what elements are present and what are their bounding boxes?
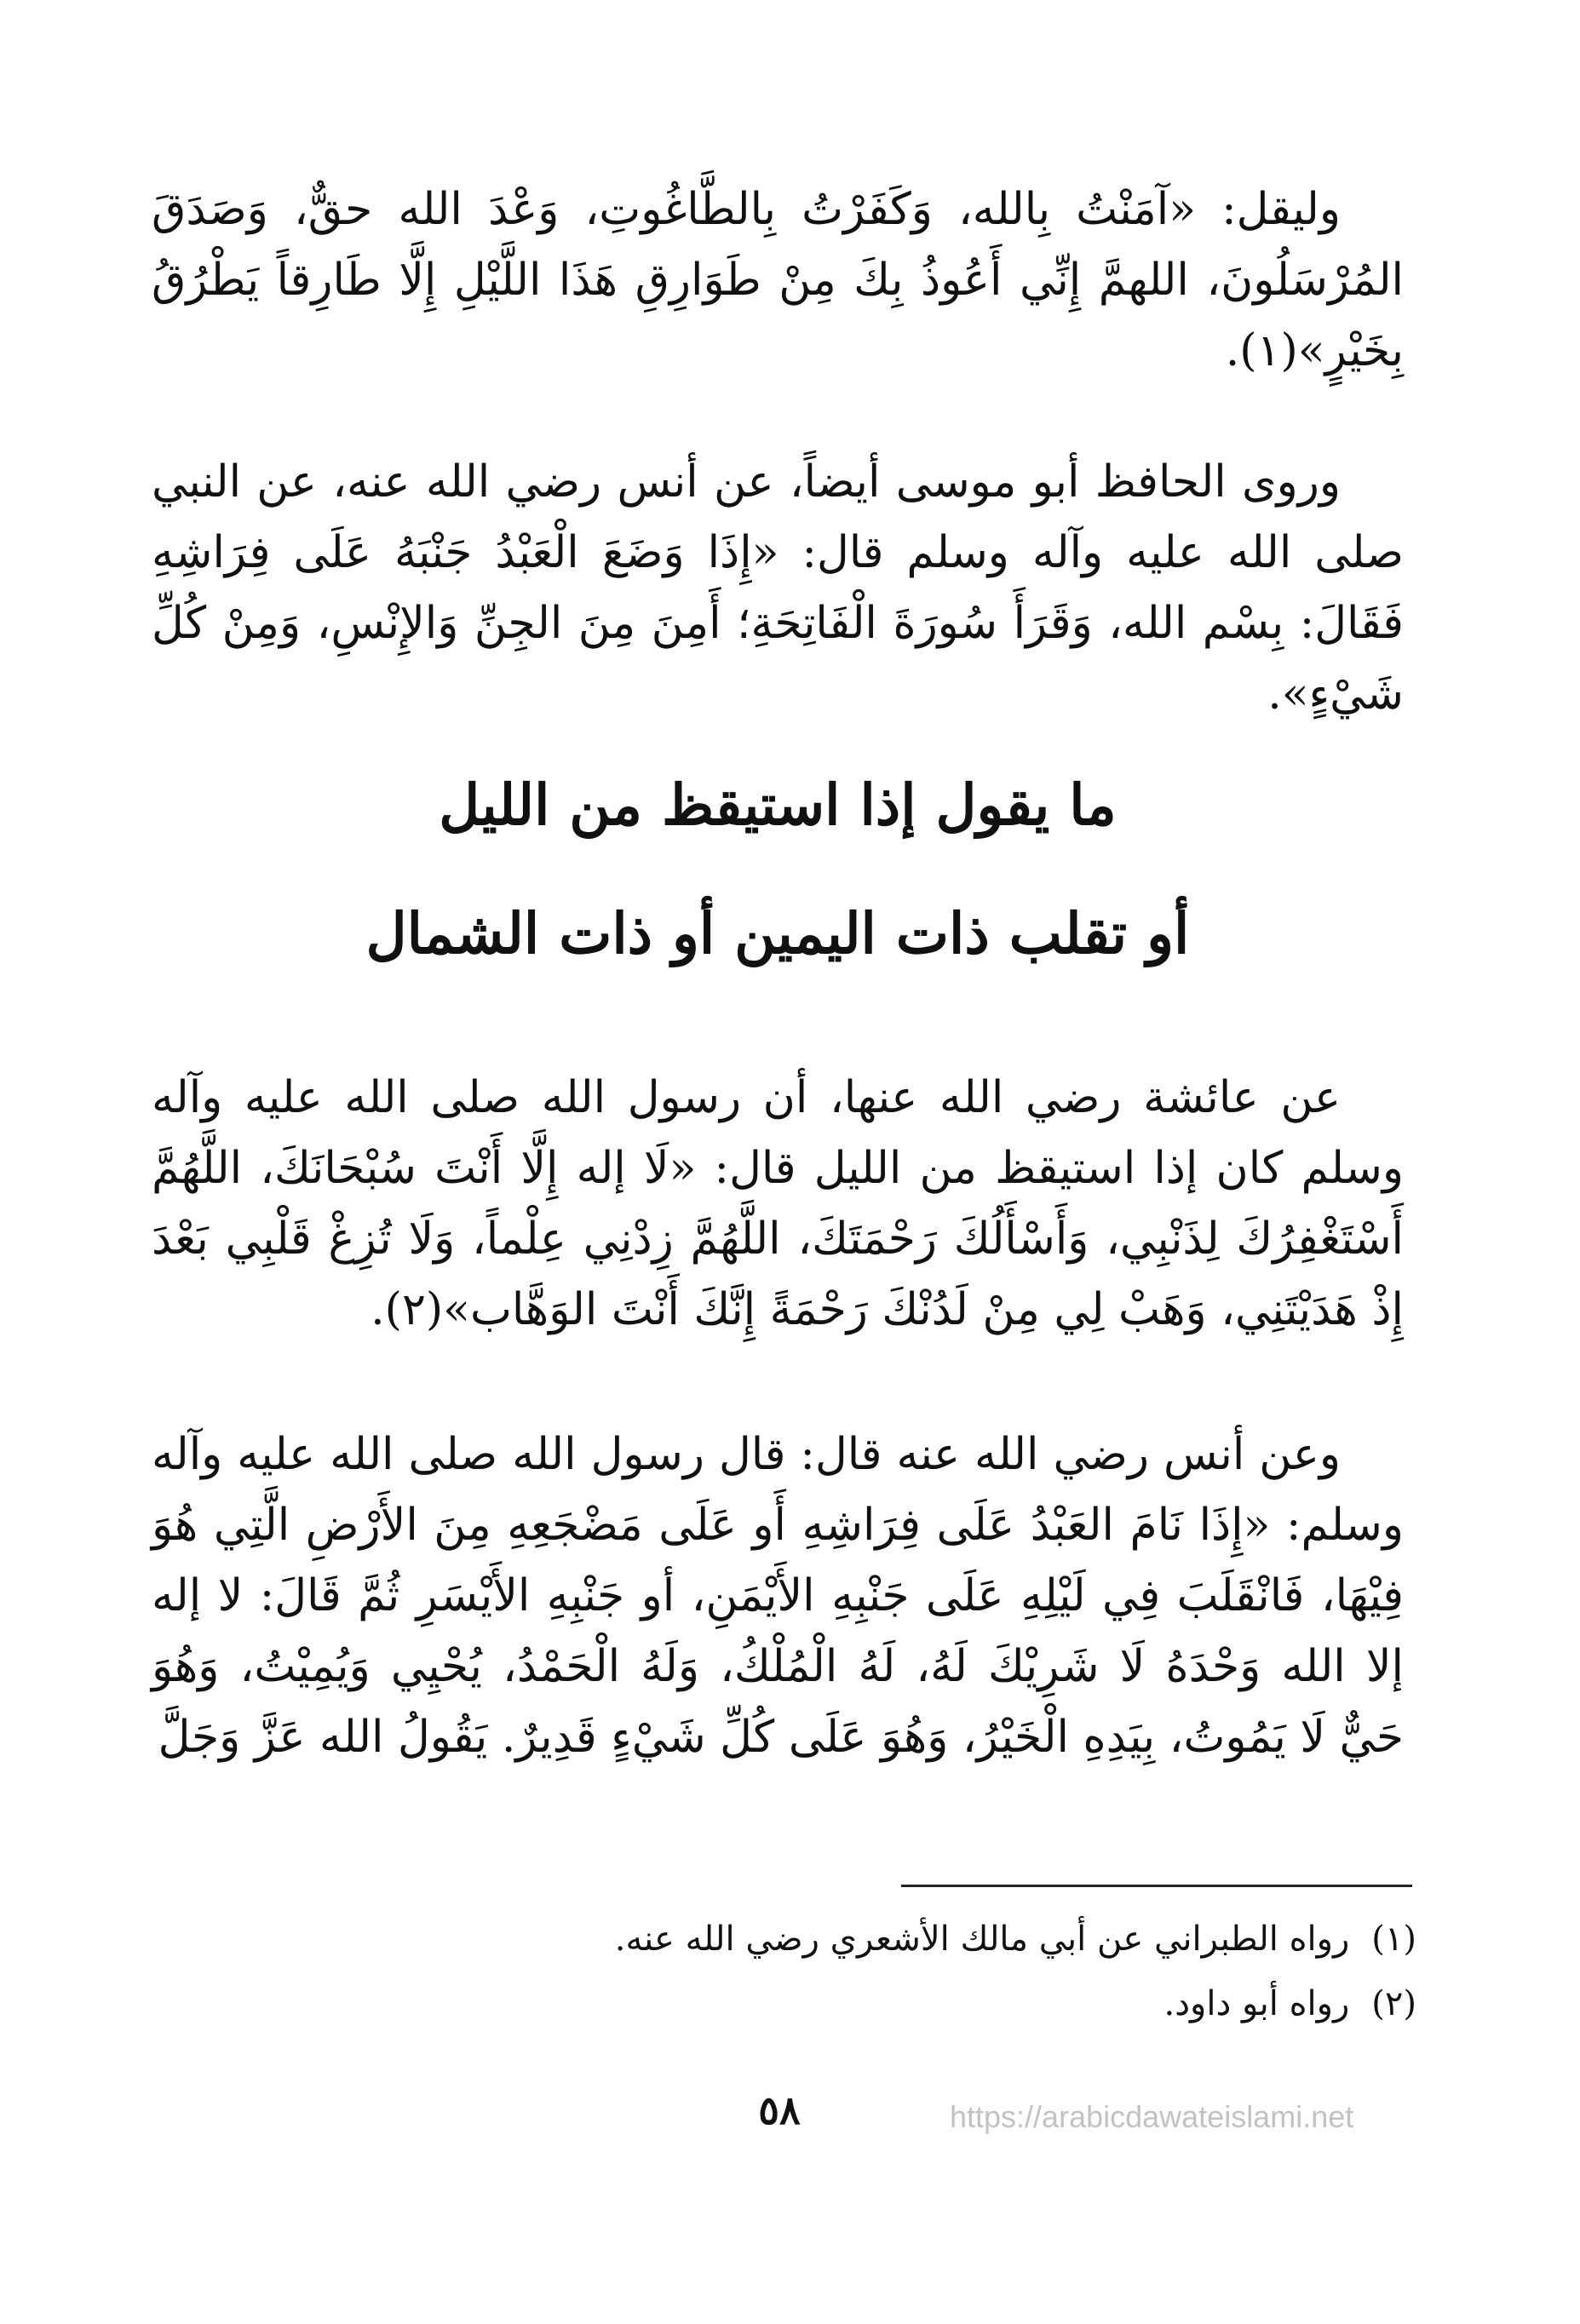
footnote-2-number: (٢) (1371, 1984, 1416, 2023)
paragraph-3-text: عن عائشة رضي الله عنها، أن رسول الله صلى الله عليه وآله وسلم كان إذا استيقظ من الليل قال: «لَا إله إِلَّا أَنْتَ سُبْحَانَكَ، اللَّهُمَّ أَسْتَغْفِرُكَ لِذَنْبِي، وَأَسْأَلُكَ رَحْمَتَكَ، اللَّهُمَّ زِدْنِي عِلْماً، وَلَا تُزِغْ قَلْبِي بَعْدَ إِذْ هَدَيْتَنِي، وَهَبْ لِي مِنْ لَدُنْكَ رَحْمَةً إِنَّكَ أَنْتَ الوَهَّاب»(٢). (152, 1072, 1404, 1335)
paragraph-3 (152, 1063, 1404, 1346)
paragraph-1-text: وليقل: «آمَنْتُ بِالله، وَكَفَرْتُ بِالطَّاغُوتِ، وَعْدَ الله حقٌّ، وَصَدَقَ المُرْسَلُونَ، اللهمَّ إِنِّي أَعُوذُ بِكَ مِنْ طَوَارِقِ هَذَا اللَّيْلِ إِلَّا طَارِقاً يَطْرُقُ بِخَيْرٍ»(١). (152, 184, 1404, 376)
footnote-1 (615, 1914, 1416, 1965)
footnote-2-text: رواه أبو داود. (1163, 1984, 1350, 2023)
page-number: ٥٨ (758, 2087, 801, 2133)
paragraph-1 (152, 175, 1404, 387)
section-heading-line-1: ما يقول إذا استيقظ من الليل (439, 772, 1117, 838)
watermark-url: https://arabicdawateislami.net (950, 2099, 1354, 2134)
footnote-2 (1163, 1978, 1416, 2029)
footnote-separator (901, 1885, 1412, 1887)
paragraph-4-text: وعن أنس رضي الله عنه قال: قال رسول الله صلى الله عليه وآله وسلم: «إِذَا نَامَ العَبْدُ عَلَى فِرَاشِهِ أَو عَلَى مَضْجَعِهِ مِنَ الأَرْضِ الَّتِي هُوَ فِيْهَا، فَانْقَلَبَ فِي لَيْلِهِ عَلَى جَنْبِهِ الأَيْمَنِ، أو جَنْبِهِ الأَيْسَرِ ثُمَّ قَالَ: لا إله إلا الله وَحْدَهُ لَا شَرِيْكَ لَهُ، لَهُ الْمُلْكُ، وَلَهُ الْحَمْدُ، يُحْيِي وَيُمِيْتُ، وَهُوَ حَيٌّ لَا يَمُوتُ، بِيَدِهِ الْخَيْرُ، وَهُوَ عَلَى كُلِّ شَيْءٍ قَدِيرٌ. يَقُولُ الله عَزَّ وَجَلَّ (152, 1429, 1404, 1763)
paragraph-2-text: وروى الحافظ أبو موسى أيضاً، عن أنس رضي الله عنه، عن النبي صلى الله عليه وآله وسلم قال: «إِذَا وَضَعَ الْعَبْدُ جَنْبَهُ عَلَى فِرَاشِهِ فَقَالَ: بِسْم الله، وَقَرَأَ سُورَةَ الْفَاتِحَةِ؛ أَمِنَ مِنَ الجِنِّ وَالإِنْسِ، وَمِنْ كُلِّ شَيْءٍ». (152, 456, 1404, 720)
section-heading-line-2: أو تقلب ذات اليمين أو ذات الشمال (365, 900, 1190, 967)
footnote-1-number: (١) (1371, 1919, 1416, 1959)
paragraph-2 (152, 447, 1404, 730)
footnote-1-text: رواه الطبراني عن أبي مالك الأشعري رضي الله عنه. (614, 1919, 1350, 1959)
paragraph-4 (152, 1420, 1404, 1773)
